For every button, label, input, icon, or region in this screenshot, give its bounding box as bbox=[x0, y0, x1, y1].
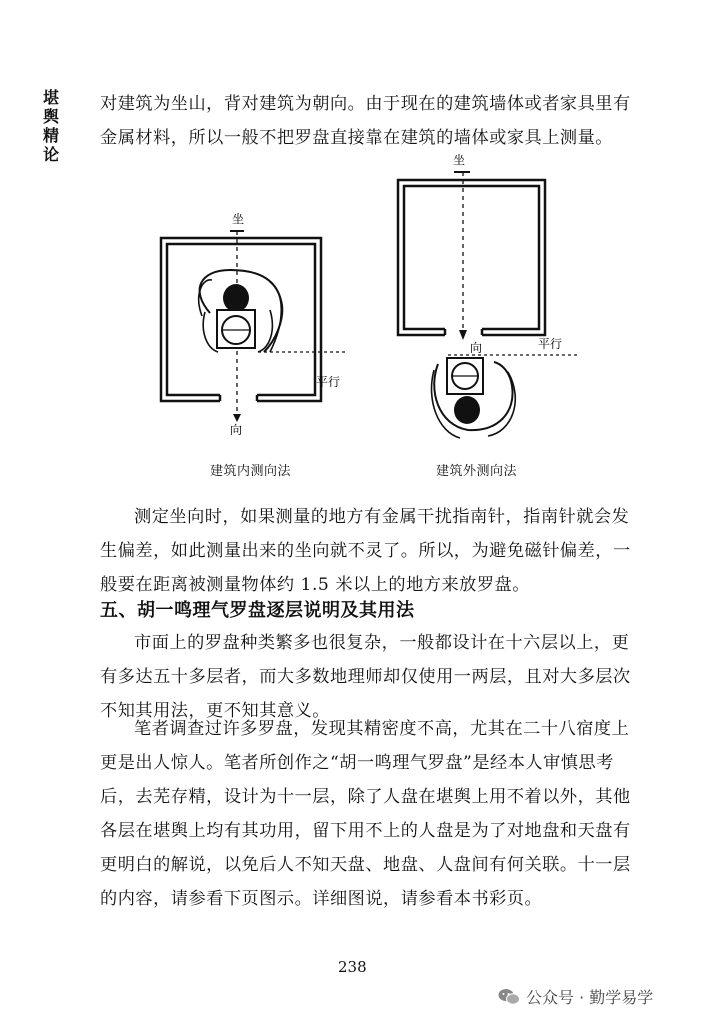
facing-label: 向 bbox=[470, 341, 483, 355]
diagram-inside-svg bbox=[150, 200, 350, 440]
parallel-label: 平行 bbox=[538, 337, 563, 351]
wall-inner bbox=[404, 186, 539, 329]
diagram-outside-svg bbox=[390, 150, 590, 440]
person-head bbox=[223, 284, 249, 312]
sit-label: 坐 bbox=[453, 153, 466, 167]
market-paragraph: 市面上的罗盘种类繁多也很复杂，一般都设计在十六层以上，更有多达五十多层者，而大多数地理师却仅使用一两层，且对大多层次不知其用法，更不知其意义。 bbox=[100, 633, 631, 721]
facing-arrow bbox=[459, 330, 467, 340]
section-heading: 五、胡一鸣理气罗盘逐层说明及其用法 bbox=[100, 600, 415, 621]
parallel-label: 平行 bbox=[316, 375, 341, 389]
facing-label: 向 bbox=[230, 423, 243, 437]
measurement-paragraph: 测定坐向时，如果测量的地方有金属干扰指南针，指南针就会发生偏差，如此测量出来的坐向就不灵了。所以，为避免磁针偏差，一般要在距离被测量物体约 1.5 米以上的地方来放罗盘。 bbox=[100, 507, 631, 595]
diagram-inside-building bbox=[150, 200, 350, 440]
page-number: 238 bbox=[338, 958, 367, 976]
intro-paragraph: 对建筑为坐山，背对建筑为朝向。由于现在的建筑墙体或者家具里有金属材料，所以一般不把罗盘直接靠在建筑的墙体或家具上测量。 bbox=[100, 94, 631, 148]
wall-outer bbox=[398, 180, 545, 335]
diagram-outside-building bbox=[390, 150, 590, 440]
caption-outside: 建筑外测向法 bbox=[436, 464, 518, 479]
watermark-text: 公众号 · 勤学易学 bbox=[526, 988, 654, 1007]
sit-label: 坐 bbox=[232, 212, 245, 226]
wechat-icon bbox=[498, 988, 520, 1006]
facing-arrow bbox=[233, 414, 241, 422]
watermark bbox=[498, 985, 653, 1008]
caption-inside: 建筑内测向法 bbox=[210, 464, 292, 479]
person-head bbox=[454, 396, 480, 424]
side-title: 堪舆精论 bbox=[42, 88, 59, 164]
author-paragraph: 笔者调查过许多罗盘，发现其精密度不高，尤其在二十八宿度上更是出人惊人。笔者所创作之“胡一鸣理气罗盘”是经本人审慎思考后，去芜存精，设计为十一层，除了人盘在堪舆上用不着以外，其他各层在堪舆上均有其功用，留下用不上的人盘是为了对地盘和天盘有更明白的解说，以免后人不知天盘、地盘、人盘间有何关联。十一层的内容，请参看下页图示。详细图说，请参看本书彩页。 bbox=[100, 719, 631, 909]
